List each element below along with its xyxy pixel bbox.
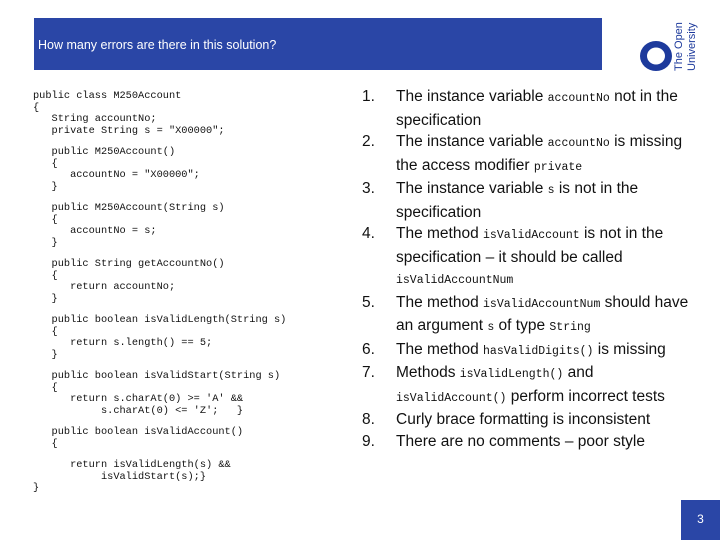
answer-text: There are no comments – poor style bbox=[396, 432, 645, 450]
answer-text: is missing bbox=[593, 340, 666, 358]
code-line: return s.length() == 5; bbox=[33, 337, 213, 349]
answer-code: s bbox=[487, 321, 495, 334]
code-line: public boolean isValidAccount() bbox=[33, 426, 244, 438]
code-line: { bbox=[33, 157, 58, 170]
code-line: } bbox=[33, 180, 58, 193]
code-line: { bbox=[33, 381, 58, 394]
open-university-logo bbox=[636, 16, 698, 72]
answer-code: isValidAccount() bbox=[396, 391, 507, 405]
code-line: return s.charAt(0) >= 'A' && bbox=[33, 393, 244, 405]
answer-code: s bbox=[547, 184, 555, 197]
code-line: } bbox=[33, 292, 58, 305]
code-line: accountNo = s; bbox=[33, 225, 157, 237]
answer-number: 1. bbox=[362, 88, 375, 105]
code-line: { bbox=[33, 437, 58, 450]
slide-title: How many errors are there in this solution? bbox=[38, 38, 277, 52]
code-line: accountNo = "X00000"; bbox=[33, 169, 200, 181]
code-listing bbox=[33, 91, 286, 495]
answer-item bbox=[362, 86, 692, 131]
answer-text: Curly brace formatting is inconsistent bbox=[396, 411, 651, 428]
code-line: public boolean isValidLength(String s) bbox=[33, 314, 287, 326]
answer-item bbox=[362, 409, 692, 431]
answer-code: isValidLength() bbox=[459, 368, 564, 381]
code-line: } bbox=[33, 348, 58, 361]
answer-text: is missing the access modifier bbox=[396, 133, 683, 174]
answer-code: accountNo bbox=[547, 92, 610, 105]
code-line: isValidStart(s);} bbox=[33, 470, 207, 483]
answer-item bbox=[362, 131, 692, 178]
answer-number: 6. bbox=[362, 340, 375, 358]
logo-text-line1: The Open bbox=[673, 22, 685, 71]
code-line: { bbox=[33, 269, 58, 282]
code-line: String accountNo; bbox=[33, 113, 157, 125]
answer-code: private bbox=[533, 160, 583, 174]
answer-number: 4. bbox=[362, 225, 375, 242]
answer-code: accountNo bbox=[547, 137, 610, 150]
answer-text: The instance variable bbox=[396, 133, 548, 150]
code-line: return isValidLength(s) && bbox=[33, 459, 231, 471]
answer-text: The method bbox=[396, 340, 484, 358]
code-line: { bbox=[33, 101, 40, 114]
code-line: public String getAccountNo() bbox=[33, 258, 225, 270]
answer-text: perform incorrect tests bbox=[506, 387, 665, 405]
code-line: public class M250Account bbox=[33, 90, 182, 102]
answer-text: The method bbox=[396, 225, 484, 242]
answer-text: not in the specification bbox=[396, 88, 678, 129]
answer-number: 3. bbox=[362, 180, 375, 197]
answer-list bbox=[362, 86, 692, 452]
answer-text: of type bbox=[494, 317, 550, 334]
answer-number: 7. bbox=[362, 364, 375, 381]
code-line: } bbox=[33, 236, 58, 249]
answer-number: 9. bbox=[362, 432, 375, 450]
answer-item bbox=[362, 178, 692, 223]
answer-text: The instance variable bbox=[396, 180, 548, 197]
page-number: 3 bbox=[697, 512, 704, 526]
logo-inner-mark bbox=[647, 48, 665, 65]
answer-text: should have an argument bbox=[396, 293, 689, 334]
answer-text: Methods bbox=[396, 364, 460, 381]
code-line: return accountNo; bbox=[33, 281, 176, 293]
answer-item bbox=[362, 431, 692, 453]
answer-text: The method bbox=[396, 293, 484, 311]
answer-text: is not in the specification bbox=[396, 180, 639, 221]
answer-text: The instance variable bbox=[396, 88, 548, 105]
answer-item bbox=[362, 362, 692, 409]
answer-code: isValidAccountNum bbox=[396, 274, 514, 287]
code-line: public M250Account(String s) bbox=[33, 202, 225, 214]
answer-item bbox=[362, 223, 692, 292]
code-line: } bbox=[33, 482, 40, 494]
logo-text-line2: University bbox=[686, 22, 698, 71]
code-line: public M250Account() bbox=[33, 146, 176, 158]
answer-code: String bbox=[549, 321, 591, 334]
page-number-tab bbox=[681, 500, 720, 540]
code-line: s.charAt(0) <= 'Z'; } bbox=[33, 404, 244, 417]
code-line: private String s = "X00000"; bbox=[33, 124, 225, 137]
answer-code: isValidAccount bbox=[483, 229, 580, 242]
answer-number: 2. bbox=[362, 133, 375, 150]
answer-number: 5. bbox=[362, 293, 375, 311]
answer-code: hasValidDigits() bbox=[483, 344, 594, 358]
answer-item bbox=[362, 339, 692, 363]
answer-item bbox=[362, 292, 692, 339]
code-line: { bbox=[33, 325, 58, 338]
answer-number: 8. bbox=[362, 411, 375, 428]
answer-code: isValidAccountNum bbox=[483, 297, 601, 311]
code-line: { bbox=[33, 213, 58, 226]
answer-text: is not in the specification – it should be called bbox=[396, 225, 664, 266]
code-line: public boolean isValidStart(String s) bbox=[33, 370, 281, 382]
answer-text: and bbox=[563, 364, 594, 381]
